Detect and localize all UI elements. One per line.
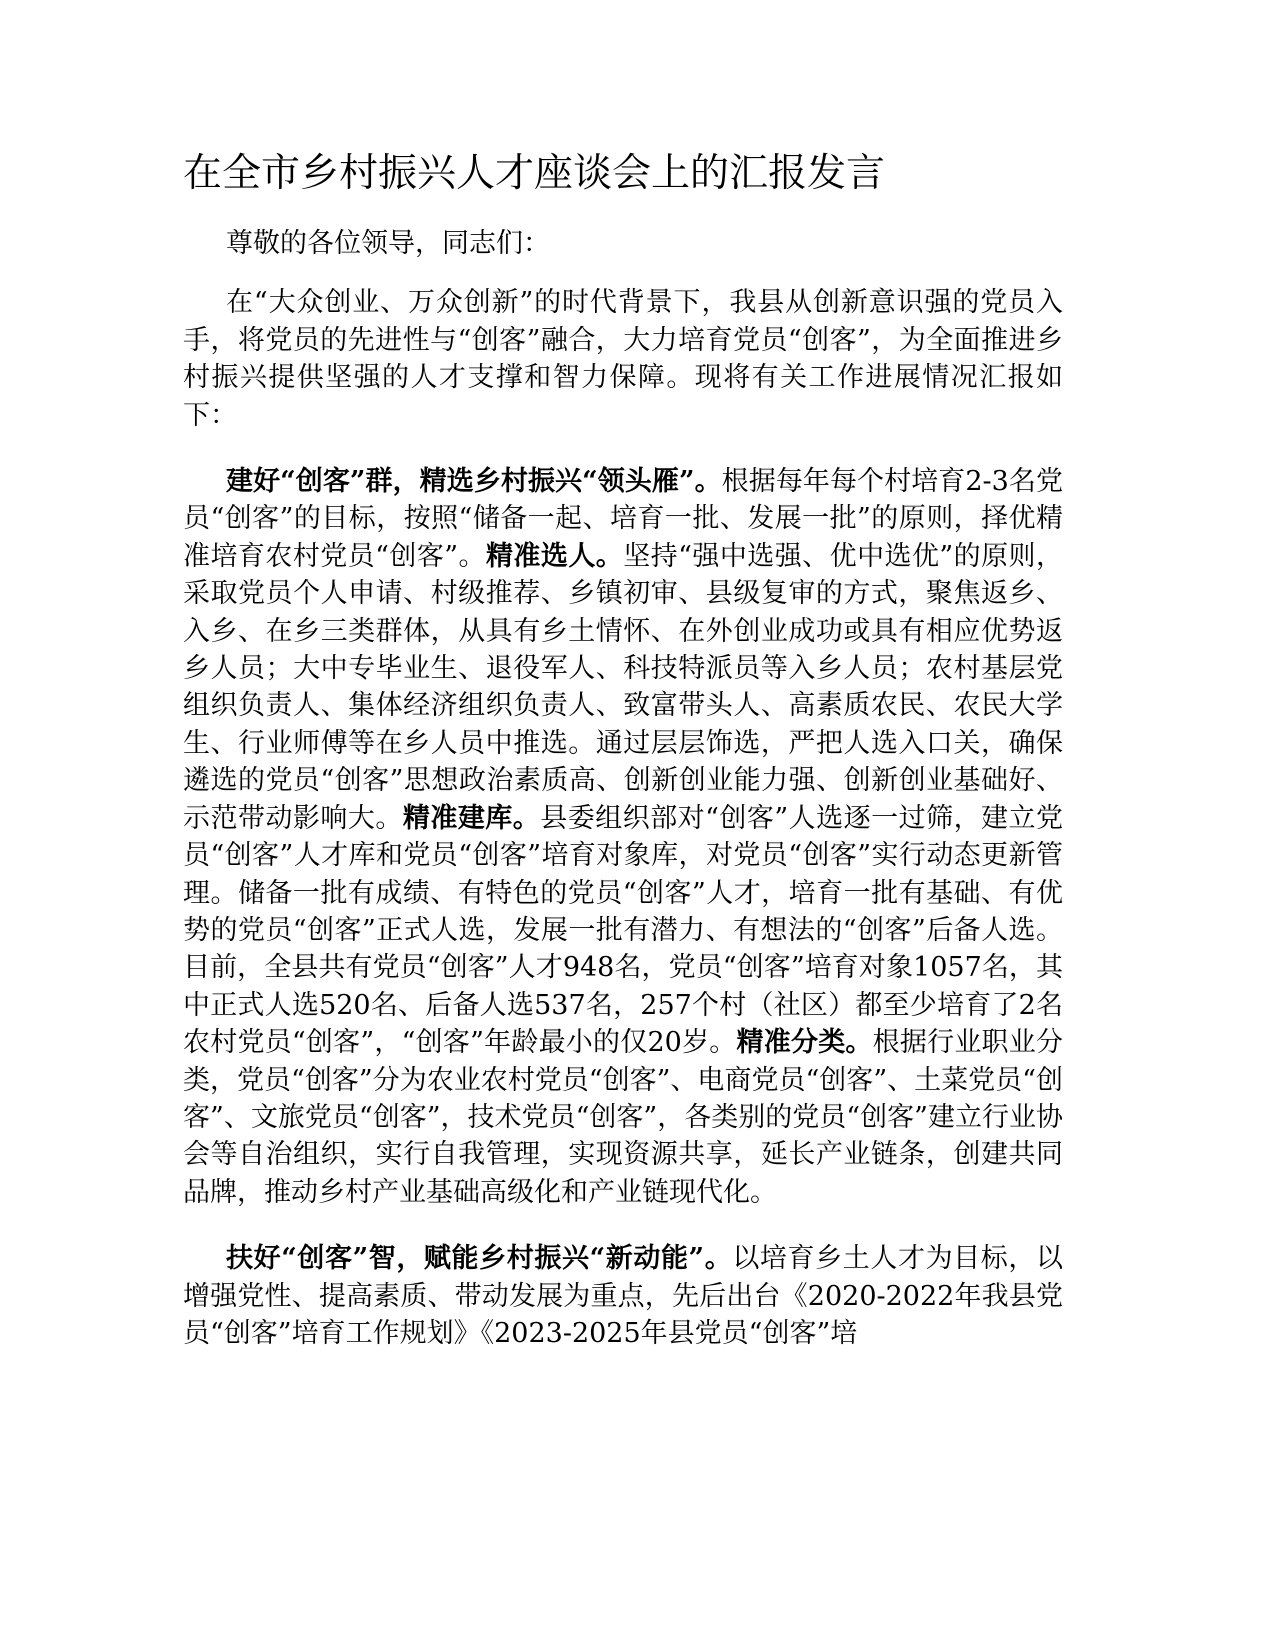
section-2-text-1: 以培育乡土人才为目标，以增强党性、提高素质、带动发展为重点，先后出台《2020-2022年我县党员“创客”培育工作规划》《2023-2025年县党员“创客”培 [183, 1243, 1064, 1349]
greeting: 尊敬的各位领导，同志们： [226, 228, 550, 259]
document-page [183, 145, 1063, 1381]
section-1-text-1: 根据每年每个村培育2-3名党员“创客”的目标，按照“储备一起、培育一批、发展一批”的原则，择优精准培育农村党员“创客”。 [183, 466, 1063, 572]
subheading-precise-classification: 精准分类。 [736, 1027, 873, 1059]
intro-paragraph: 在“大众创业、万众创新”的时代背景下，我县从创新意识强的党员入手，将党员的先进性与“创客”融合，大力培育党员“创客”，为全面推进乡村振兴提供坚强的人才支撑和智力保障。现将有关工作进展情况汇报如下： [183, 287, 1063, 431]
section-2-paragraph [183, 1240, 1063, 1352]
section-1-text-2: 坚持“强中选强、优中选优”的原则，采取党员个人申请、村级推荐、乡镇初审、县级复审的方式，聚焦返乡、入乡、在乡三类群体，从具有乡土情怀、在外创业成功或具有相应优势返乡人员；大中专毕业生、退役军人、科技特派员等入乡人员；农村基层党组织负责人、集体经济组织负责人、致富带头人、高素质农民、农民大学生、行业师傅等在乡人员中推选。通过层层饰选，严把人选入口关，确保遴选的党员“创客”思想政治素质高、创新创业能力强、创新创业基础好、示范带动影响大。 [183, 540, 1064, 834]
section-1-heading: 建好“创客”群，精选乡村振兴“领头雁”。 [226, 466, 722, 498]
subheading-precise-selection: 精准选人。 [485, 540, 624, 572]
section-2-heading: 扶好“创客”智，赋能乡村振兴“新动能”。 [226, 1243, 733, 1275]
section-1-text-3: 县委组织部对“创客”人选逐一过筛，建立党员“创客”人才库和党员“创客”培育对象库，对党员“创客”实行动态更新管理。储备一批有成绩、有特色的党员“创客”人才，培育一批有基础、有优势的党员“创客”正式人选，发展一批有潜力、有想法的“创客”后备人选。目前，全县共有党员“创客”人才948名，党员“创客”培育对象1057名，其中正式人选520名、后备人选537名，257个村（社区）都至少培育了2名农村党员“创客”，“创客”年龄最小的仅20岁。 [183, 802, 1064, 1059]
section-1-text-4: 根据行业职业分类，党员“创客”分为农业农村党员“创客”、电商党员“创客”、土菜党员“创客”、文旅党员“创客”，技术党员“创客”，各类别的党员“创客”建立行业协会等自治组织，实行自我管理，实现资源共享，延长产业链条，创建共同品牌，推动乡村产业基础高级化和产业链现代化。 [183, 1027, 1064, 1208]
section-1-paragraph [183, 463, 1063, 1211]
subheading-precise-database: 精准建库。 [402, 802, 541, 834]
document-title: 在全市乡村振兴人才座谈会上的汇报发言 [183, 151, 886, 196]
